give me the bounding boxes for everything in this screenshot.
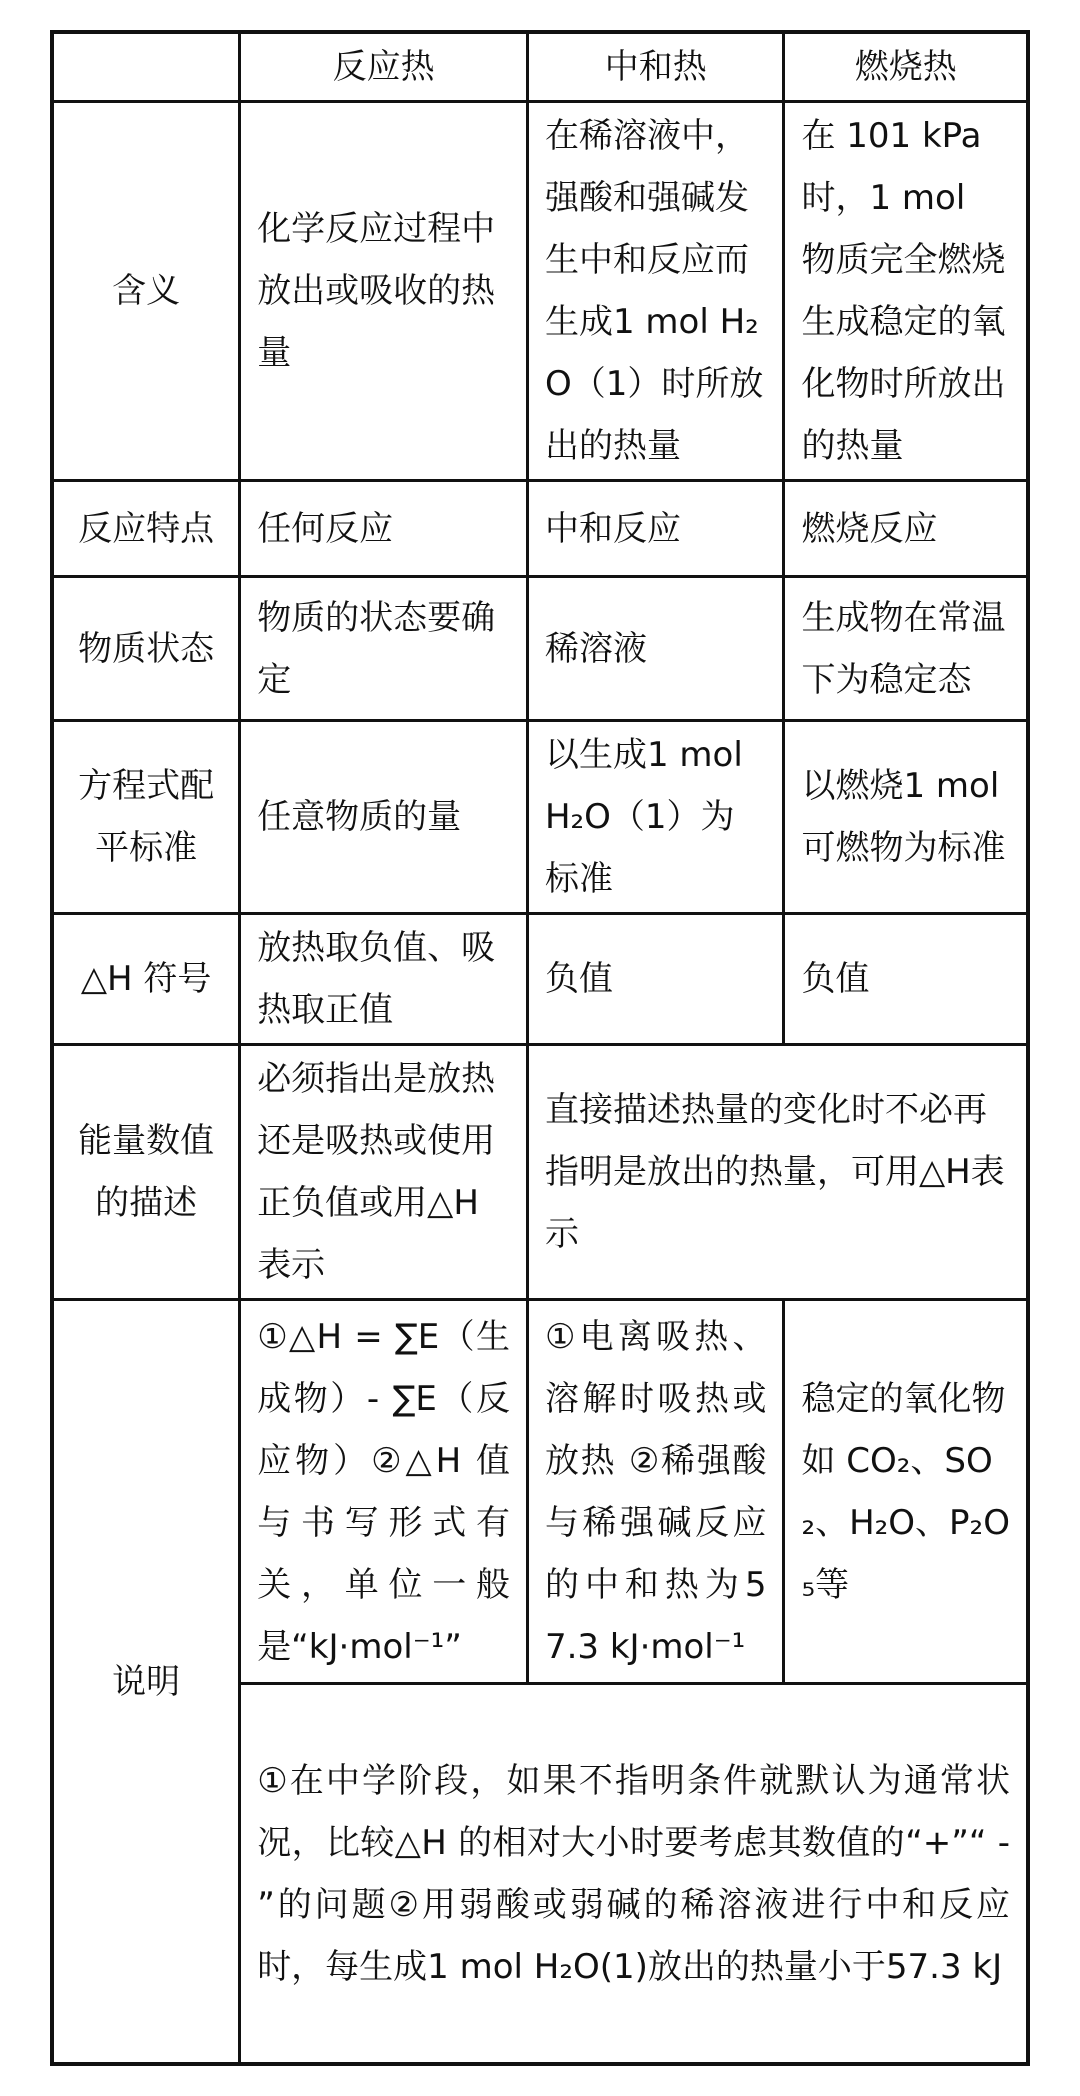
cell-state-reaction: 物质的状态要确定 [240, 577, 528, 721]
cell-balancing-combustion: 以燃烧1 mol 可燃物为标准 [784, 721, 1028, 914]
row-delta-h-sign [52, 914, 1028, 1045]
row-label-energy-description: 能量数值的描述 [52, 1045, 240, 1300]
cell-explanation-reaction: ①△H = ∑E（生成物）- ∑E（反应物）②△H 值与书写形式有关，单位一般是“kJ·mol⁻¹” [240, 1300, 528, 1684]
row-label-explanation: 说明 [52, 1300, 240, 2065]
header-combustion-heat: 燃烧热 [784, 32, 1028, 102]
row-label-balancing-standard: 方程式配平标准 [52, 721, 240, 914]
row-substance-state [52, 577, 1028, 721]
row-explanation [52, 1300, 1028, 1684]
row-reaction-feature [52, 481, 1028, 577]
cell-balancing-reaction: 任意物质的量 [240, 721, 528, 914]
row-label-meaning: 含义 [52, 102, 240, 481]
header-reaction-heat: 反应热 [240, 32, 528, 102]
cell-meaning-reaction: 化学反应过程中放出或吸收的热量 [240, 102, 528, 481]
row-meaning [52, 102, 1028, 481]
cell-meaning-combustion: 在 101 kPa时，1 mol 物质完全燃烧生成稳定的氧化物时所放出的热量 [784, 102, 1028, 481]
cell-feature-combustion: 燃烧反应 [784, 481, 1028, 577]
row-energy-description [52, 1045, 1028, 1300]
cell-feature-reaction: 任何反应 [240, 481, 528, 577]
row-label-reaction-feature: 反应特点 [52, 481, 240, 577]
heat-comparison-table [50, 30, 1030, 2066]
cell-meaning-neutralization: 在稀溶液中，强酸和强碱发生中和反应而生成1 mol H₂O（1）时所放出的热量 [527, 102, 784, 481]
cell-energy-merged: 直接描述热量的变化时不必再指明是放出的热量，可用△H表示 [527, 1045, 1028, 1300]
cell-balancing-neutralization: 以生成1 mol H₂O（1）为标准 [527, 721, 784, 914]
cell-state-neutralization: 稀溶液 [527, 577, 784, 721]
cell-sign-reaction: 放热取负值、吸热取正值 [240, 914, 528, 1045]
cell-explanation-neutralization: ①电离吸热、溶解时吸热或放热 ②稀强酸与稀强碱反应的中和热为57.3 kJ·mol⁻¹ [527, 1300, 784, 1684]
header-neutralization-heat: 中和热 [527, 32, 784, 102]
cell-explanation-combustion: 稳定的氧化物如 CO₂、SO₂、H₂O、P₂O₅等 [784, 1300, 1028, 1684]
row-label-substance-state: 物质状态 [52, 577, 240, 721]
header-corner [52, 32, 240, 102]
cell-state-combustion: 生成物在常温下为稳定态 [784, 577, 1028, 721]
table-header-row [52, 32, 1028, 102]
cell-sign-neutralization: 负值 [527, 914, 784, 1045]
cell-energy-reaction: 必须指出是放热还是吸热或使用正负值或用△H表示 [240, 1045, 528, 1300]
row-label-delta-h-sign: △H 符号 [52, 914, 240, 1045]
cell-feature-neutralization: 中和反应 [527, 481, 784, 577]
row-balancing-standard [52, 721, 1028, 914]
cell-sign-combustion: 负值 [784, 914, 1028, 1045]
cell-explanation-note: ①在中学阶段，如果不指明条件就默认为通常状况，比较△H 的相对大小时要考虑其数值的“+”“ - ”的问题②用弱酸或弱碱的稀溶液进行中和反应时，每生成1 mol H₂O(1)放出的热量小于57.3 kJ [240, 1684, 1028, 2065]
